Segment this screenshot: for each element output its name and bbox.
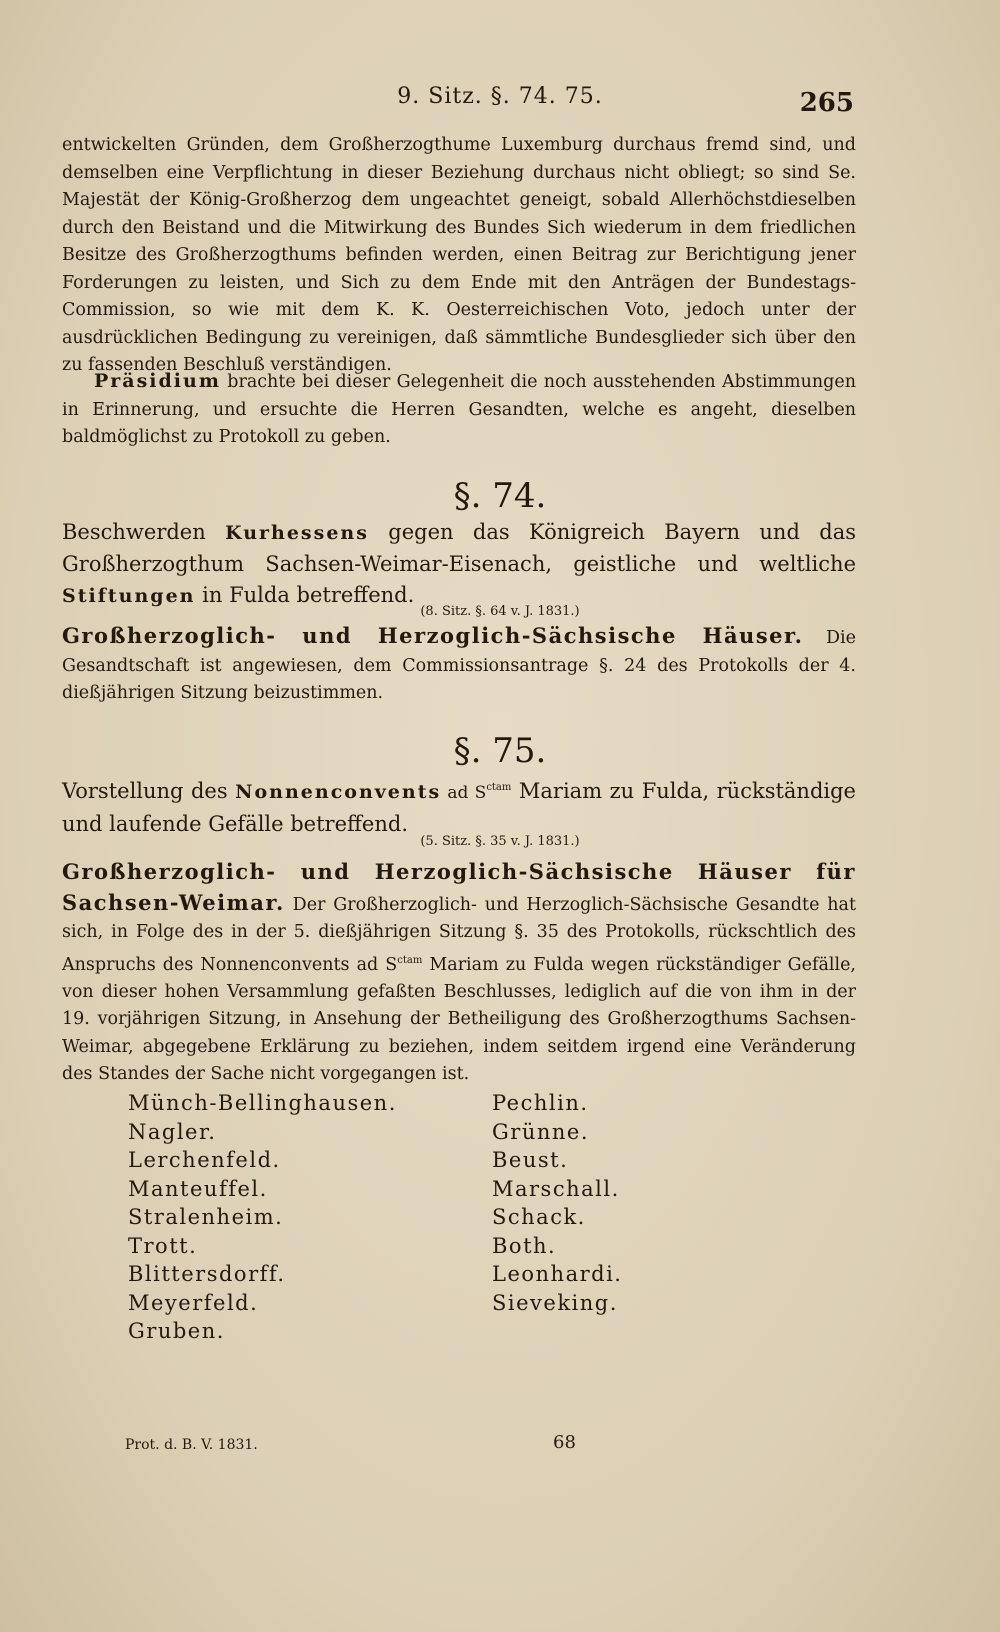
heading-spaced-kurhessens: Kurhessens [225, 522, 369, 544]
heading-part: Mariam zu Fulda, rückständige und laufende Gefälle betreffend. [62, 779, 856, 836]
body-text: Mariam zu Fulda wegen rückständiger Gefälle, von dieser hohen Versammlung gefaßten Beschlusses, lediglich auf die von ihm in der 19. vorjährigen Sitzung, in Ansehung der Betheiligung des Großherzogthums Sachsen-Weimar, abgegebene Erklärung zu beziehen, indem seitdem irgend eine Veränderung des Standes der Sache nicht vorgegangen ist. [62, 954, 856, 1085]
section-74-heading [62, 517, 856, 612]
signature: Grünne. [492, 1119, 589, 1144]
heading-part: Beschwerden [62, 520, 226, 544]
signature: Marschall. [492, 1176, 620, 1201]
paragraph-praesidium [62, 368, 856, 452]
heading-part: gegen das Königreich Bayern und das Großherzogthum Sachsen-Weimar-Eisenach, geistliche und weltliche [62, 520, 856, 576]
heading-superscript: ctam [486, 782, 512, 793]
section-75-heading [62, 772, 856, 840]
signature: Stralenheim. [128, 1205, 284, 1229]
signature: Gruben. [128, 1319, 225, 1343]
body-text: Der Großherzoglich- und Herzoglich-Sächsische Gesandte hat sich, in Folge des in der 5. dießjährigen Sitzung §. 35 des Protokolls, rückschtlich des Anspruchs des Nonnenconvents ad S [62, 894, 856, 975]
signature: Meyerfeld. [128, 1290, 259, 1315]
section-74-body [62, 622, 856, 708]
signature: Sieveking. [492, 1290, 618, 1315]
signatures-left [128, 1089, 397, 1346]
section-74-reference: (8. Sitz. §. 64 v. J. 1831.) [420, 604, 580, 619]
signature: Schack. [492, 1205, 586, 1229]
footer-signature-mark: 68 [553, 1432, 576, 1453]
body-lead: Großherzoglich- und Herzoglich-Sächsische Häuser. [62, 623, 804, 648]
body-lead: Großherzoglich- und Herzoglich-Sächsische Häuser für Sachsen-Weimar. [62, 859, 856, 915]
running-title: 9. Sitz. §. 74. 75. [397, 84, 603, 109]
signature: Leonhardi. [492, 1262, 623, 1286]
signatures-right [492, 1089, 622, 1317]
paragraph-continuation: entwickelten Gründen, dem Großherzogthume Luxemburg durchaus fremd sind, und demselben eine Verpflichtung in dieser Beziehung durchaus nicht obliegt; so sind Se. Majestät der König-Großherzog dem ungeachtet geneigt, sobald Allerhöchstdieselben durch den Beistand und die Mitwirkung des Bundes Sich wiederum in dem friedlichen Besitze des Großherzogthums befinden werden, einen Beitrag zur Berichtigung jener Forderungen zu leisten, und Sich zu dem Ende mit den Anträgen der Bundestags-Commission, so wie mit dem K. K. Oesterreichischen Voto, jedoch unter der ausdrücklichen Bedingung zu vereinigen, daß sämmtliche Bundesglieder sich über den zu fassenden Beschluß verständigen. [62, 135, 856, 375]
footer-imprint: Prot. d. B. V. 1831. [125, 1437, 258, 1453]
section-74-number: §. 74. [453, 476, 547, 516]
heading-spaced-stiftungen: Stiftungen [62, 585, 196, 607]
signature: Nagler. [128, 1119, 217, 1144]
heading-part: Vorstellung des [62, 779, 236, 803]
heading-part: in Fulda betreffend. [195, 583, 415, 607]
body-superscript: ctam [397, 954, 423, 966]
section-75-body [62, 858, 856, 1089]
signature: Both. [492, 1233, 557, 1258]
signature: Trott. [128, 1233, 198, 1258]
section-75-number: §. 75. [453, 731, 547, 771]
page-header [0, 84, 1000, 124]
signature: Münch-Bellinghausen. [128, 1091, 397, 1115]
paragraph-text: brachte bei dieser Gelegenheit die noch ausstehenden Abstimmungen in Erinnerung, und ersuchte die Herren Gesandten, welche es angeht, dieselben baldmöglichst zu Protokoll zu geben. [62, 372, 856, 447]
signature: Beust. [492, 1148, 569, 1172]
signature: Lerchenfeld. [128, 1148, 281, 1172]
signature: Manteuffel. [128, 1176, 268, 1201]
section-75-reference: (5. Sitz. §. 35 v. J. 1831.) [420, 834, 580, 849]
signature: Blittersdorff. [128, 1262, 286, 1286]
heading-spaced-nonnenconvents: Nonnenconvents [235, 781, 442, 803]
body-text: Die Gesandtschaft ist angewiesen, dem Commissionsantrage §. 24 des Protokolls der 4. dießjährigen Sitzung beizustimmen. [62, 628, 857, 703]
signature: Pechlin. [492, 1091, 589, 1115]
page-number: 265 [799, 88, 854, 118]
paragraph-lead: Präsidium [94, 370, 221, 392]
heading-part: ad S [441, 783, 487, 803]
